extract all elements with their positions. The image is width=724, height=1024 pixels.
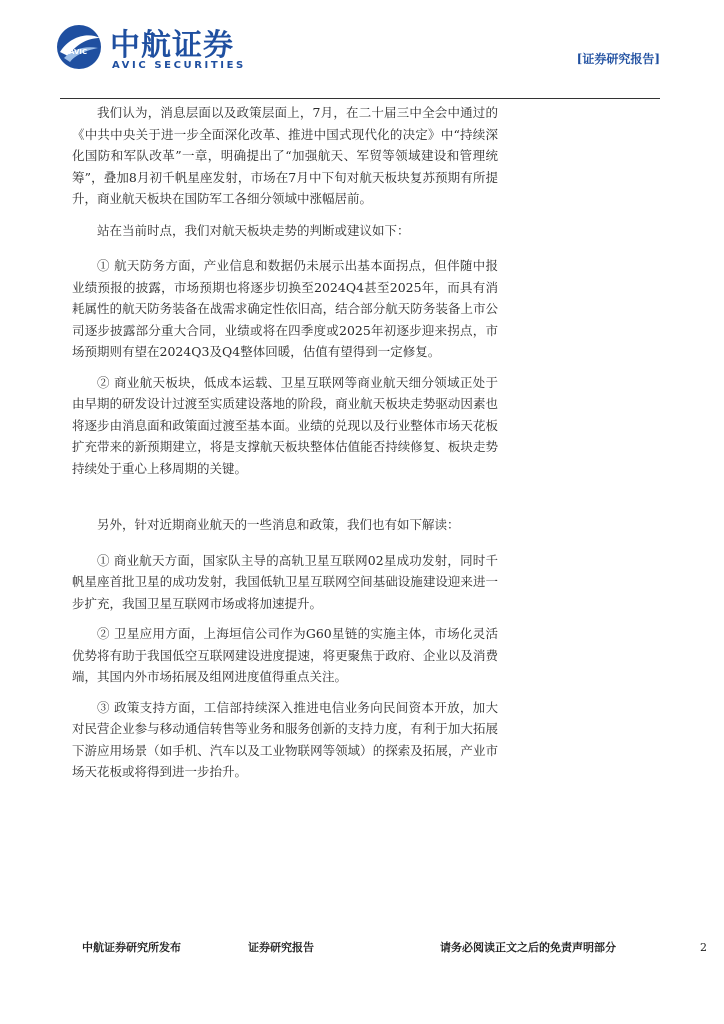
section-gap [72, 488, 498, 514]
paragraph-interpretation-intro: 另外，针对近期商业航天的一些消息和政策，我们也有如下解读： [97, 517, 460, 532]
company-logo [54, 18, 254, 78]
footer-publisher: 中航证券研究所发布 [82, 941, 181, 954]
page-footer [0, 935, 724, 959]
report-body [72, 102, 498, 792]
footer-disclaimer: 请务必阅读正文之后的免责声明部分 [440, 941, 616, 954]
point-commercial-aerospace: ② 商业航天板块，低成本运载、卫星互联网等商业航天细分领域正处于由早期的研发设计过渡至实质建设落地的阶段，商业航天板块走势驱动因素也将逐步由消息面和政策面过渡至基本面。业绩的兑现以及行业整体市场天花板扩充带来的新预期建立，将是支撑航天板块整体估值能否持续修复、板块走势持续处于重心上移周期的关键。 [72, 374, 498, 476]
header-divider [60, 98, 660, 99]
report-type-tag: [证券研究报告] [576, 52, 660, 66]
page-header [0, 0, 724, 100]
paragraph-judgment-intro: 站在当前时点，我们对航天板块走势的判断或建议如下： [97, 222, 410, 238]
footer-doc-type: 证券研究报告 [248, 941, 314, 954]
paragraph-overview: 我们认为，消息层面以及政策层面上，7月，在二十届三中全会中通过的《中共中央关于进一步全面深化改革、推进中国式现代化的决定》中“持续深化国防和军队改革”一章，明确提出了“加强航天、军贸等领域建设和管理统筹”，叠加8月初千帆星座发射，市场在7月中下旬对航天板块复苏预期有所提升，商业航天板块在国防军工各细分领域中涨幅居前。 [72, 105, 498, 206]
avic-logo-icon [54, 22, 104, 72]
logo-english-name: AVIC SECURITIES [112, 60, 246, 71]
point-policy-support: ③ 政策支持方面，工信部持续深入推进电信业务向民间资本开放，加大对民营企业参与移动通信转售等业务和服务创新的支持力度，有利于加大拓展下游应用场景（如手机、汽车以及工业物联网等领域）的探索及拓展，产业市场天花板或将得到进一步抬升。 [72, 699, 498, 779]
point-satellite-application: ② 卫星应用方面，上海垣信公司作为G60星链的实施主体，市场化灵活优势将有助于我国低空互联网建设进度提速，将更聚焦于政府、企业以及消费端，其国内外市场拓展及组网进度值得重点关注。 [72, 626, 498, 684]
svg-text:AVIC: AVIC [69, 48, 88, 56]
page-number: 2 [700, 941, 707, 954]
point-aerospace-defense: ① 航天防务方面，产业信息和数据仍未展示出基本面拐点，但伴随中报业绩预报的披露，市场预期也将逐步切换至2024Q4甚至2025年，而具有消耗属性的航天防务装备在战需求确定性依旧高，结合部分航天防务装备上市公司逐步披露部分重大合同，业绩或将在四季度或2025年初逐步迎来拐点，市场预期则有望在2024Q3及Q4整体回暖，估值有望得到一定修复。 [72, 258, 498, 359]
point-commercial-satellite: ① 商业航天方面，国家队主导的高轨卫星互联网02星成功发射，同时千帆星座首批卫星的成功发射，我国低轨卫星互联网空间基础设施建设迎来进一步扩充，我国卫星互联网市场或将加速提升。 [72, 552, 498, 611]
logo-chinese-name: 中航证券 [110, 28, 234, 63]
